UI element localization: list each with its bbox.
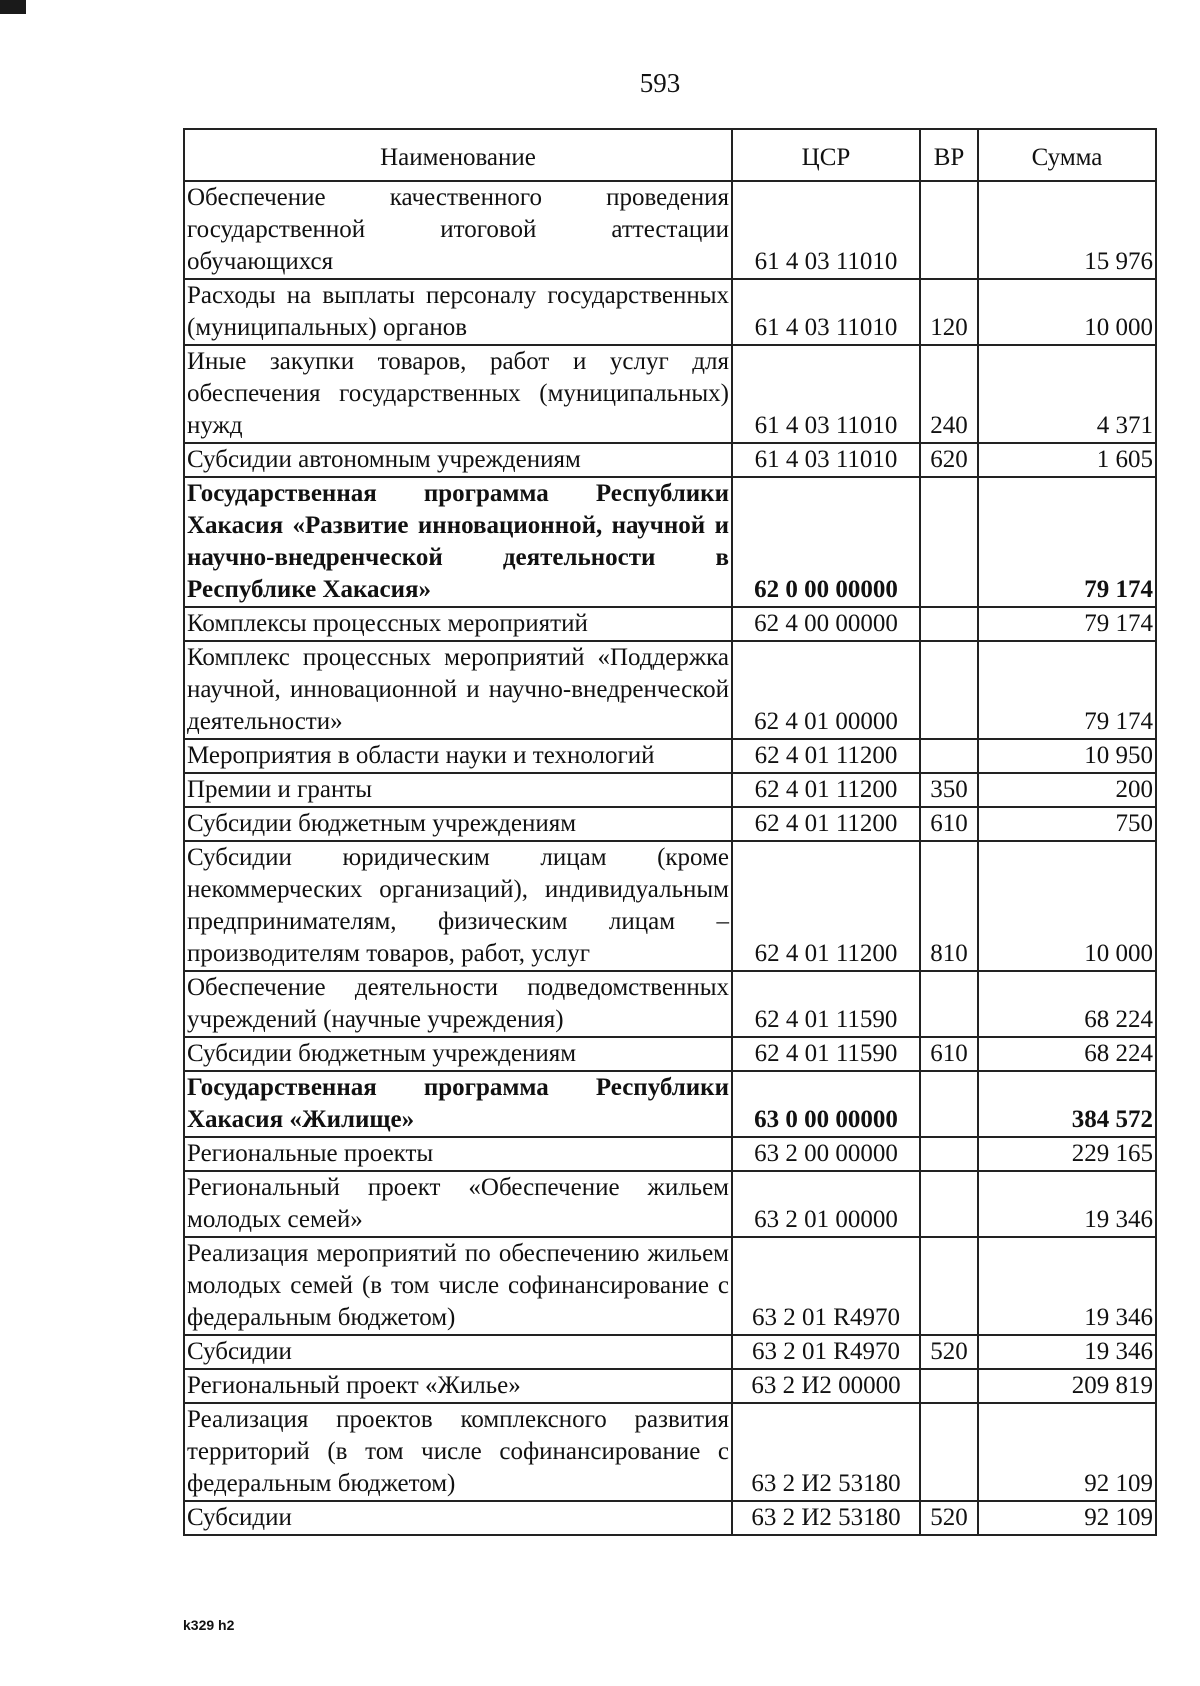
row-vr-cell <box>920 971 978 1037</box>
row-csr-cell: 62 4 01 11200 <box>732 807 920 841</box>
row-csr-cell: 62 0 00 00000 <box>732 477 920 607</box>
header-csr: ЦСР <box>732 129 920 181</box>
row-sum-cell: 19 346 <box>978 1237 1156 1335</box>
row-csr-cell: 63 2 01 R4970 <box>732 1237 920 1335</box>
row-sum-cell: 19 346 <box>978 1335 1156 1369</box>
row-csr-cell: 61 4 03 11010 <box>732 279 920 345</box>
row-name-cell: Субсидии бюджетным учреждениям <box>184 1037 732 1071</box>
row-sum-cell: 384 572 <box>978 1071 1156 1137</box>
row-csr-cell: 62 4 01 11200 <box>732 739 920 773</box>
row-csr-cell: 62 4 01 00000 <box>732 641 920 739</box>
row-sum-cell: 68 224 <box>978 1037 1156 1071</box>
table-row <box>184 971 1156 1037</box>
row-name-cell: Субсидии автономным учреждениям <box>184 443 732 477</box>
row-vr-cell: 620 <box>920 443 978 477</box>
row-name-cell: Комплексы процессных мероприятий <box>184 607 732 641</box>
row-name-cell: Реализация проектов комплексного развития территорий (в том числе софинансирование с федеральным бюджетом) <box>184 1403 732 1501</box>
row-vr-cell: 520 <box>920 1335 978 1369</box>
row-name-cell: Региональный проект «Жилье» <box>184 1369 732 1403</box>
row-vr-cell <box>920 1369 978 1403</box>
table-body <box>184 181 1156 1535</box>
table-row <box>184 477 1156 607</box>
row-vr-cell <box>920 181 978 279</box>
row-sum-cell: 79 174 <box>978 641 1156 739</box>
budget-table <box>183 128 1157 1536</box>
row-name-cell: Региональный проект «Обеспечение жильем молодых семей» <box>184 1171 732 1237</box>
row-sum-cell: 92 109 <box>978 1501 1156 1535</box>
row-vr-cell <box>920 1137 978 1171</box>
row-csr-cell: 63 2 00 00000 <box>732 1137 920 1171</box>
table-row <box>184 279 1156 345</box>
row-name-cell: Обеспечение качественного проведения государственной итоговой аттестации обучающихся <box>184 181 732 279</box>
row-vr-cell: 610 <box>920 807 978 841</box>
row-sum-cell: 19 346 <box>978 1171 1156 1237</box>
row-vr-cell: 240 <box>920 345 978 443</box>
row-csr-cell: 62 4 01 11200 <box>732 841 920 971</box>
header-sum: Сумма <box>978 129 1156 181</box>
row-vr-cell <box>920 477 978 607</box>
row-vr-cell: 120 <box>920 279 978 345</box>
row-sum-cell: 10 950 <box>978 739 1156 773</box>
row-csr-cell: 63 2 И2 00000 <box>732 1369 920 1403</box>
row-sum-cell: 10 000 <box>978 841 1156 971</box>
row-sum-cell: 10 000 <box>978 279 1156 345</box>
table-row <box>184 1171 1156 1237</box>
row-vr-cell <box>920 739 978 773</box>
row-csr-cell: 62 4 01 11200 <box>732 773 920 807</box>
row-name-cell: Расходы на выплаты персоналу государственных (муниципальных) органов <box>184 279 732 345</box>
row-name-cell: Обеспечение деятельности подведомственных учреждений (научные учреждения) <box>184 971 732 1037</box>
row-sum-cell: 68 224 <box>978 971 1156 1037</box>
row-vr-cell: 350 <box>920 773 978 807</box>
table-header-row <box>184 129 1156 181</box>
table-row <box>184 1237 1156 1335</box>
page-number: 593 <box>639 68 681 98</box>
row-name-cell: Государственная программа Республики Хакасия «Развитие инновационной, научной и научно-внедренческой деятельности в Республике Хакасия» <box>184 477 732 607</box>
row-sum-cell: 15 976 <box>978 181 1156 279</box>
table-row <box>184 1369 1156 1403</box>
row-vr-cell <box>920 1237 978 1335</box>
row-name-cell: Реализация мероприятий по обеспечению жильем молодых семей (в том числе софинансирование с федеральным бюджетом) <box>184 1237 732 1335</box>
row-csr-cell: 63 2 И2 53180 <box>732 1403 920 1501</box>
row-name-cell: Субсидии бюджетным учреждениям <box>184 807 732 841</box>
row-csr-cell: 63 2 01 00000 <box>732 1171 920 1237</box>
row-vr-cell <box>920 641 978 739</box>
footer-code: k329 h2 <box>183 1617 235 1633</box>
table-row <box>184 181 1156 279</box>
row-vr-cell: 520 <box>920 1501 978 1535</box>
row-name-cell: Субсидии <box>184 1501 732 1535</box>
table-row <box>184 1037 1156 1071</box>
row-name-cell: Комплекс процессных мероприятий «Поддержка научной, инновационной и научно-внедренческой деятельности» <box>184 641 732 739</box>
row-csr-cell: 62 4 01 11590 <box>732 971 920 1037</box>
row-name-cell: Субсидии юридическим лицам (кроме некоммерческих организаций), индивидуальным предпринимателям, физическим лицам – производителям товаров, работ, услуг <box>184 841 732 971</box>
row-vr-cell: 810 <box>920 841 978 971</box>
row-csr-cell: 63 2 01 R4970 <box>732 1335 920 1369</box>
row-vr-cell <box>920 1071 978 1137</box>
row-csr-cell: 61 4 03 11010 <box>732 443 920 477</box>
row-name-cell: Региональные проекты <box>184 1137 732 1171</box>
table-row <box>184 345 1156 443</box>
row-sum-cell: 750 <box>978 807 1156 841</box>
table-row <box>184 1335 1156 1369</box>
row-vr-cell <box>920 607 978 641</box>
row-sum-cell: 92 109 <box>978 1403 1156 1501</box>
table-row <box>184 1137 1156 1171</box>
row-sum-cell: 209 819 <box>978 1369 1156 1403</box>
table-row <box>184 841 1156 971</box>
row-csr-cell: 61 4 03 11010 <box>732 345 920 443</box>
table-row <box>184 1071 1156 1137</box>
header-vr: ВР <box>920 129 978 181</box>
row-name-cell: Мероприятия в области науки и технологий <box>184 739 732 773</box>
row-sum-cell: 200 <box>978 773 1156 807</box>
row-csr-cell: 61 4 03 11010 <box>732 181 920 279</box>
row-vr-cell: 610 <box>920 1037 978 1071</box>
row-name-cell: Иные закупки товаров, работ и услуг для обеспечения государственных (муниципальных) нужд <box>184 345 732 443</box>
row-sum-cell: 79 174 <box>978 477 1156 607</box>
table-row <box>184 1501 1156 1535</box>
table-row <box>184 773 1156 807</box>
row-name-cell: Государственная программа Республики Хакасия «Жилище» <box>184 1071 732 1137</box>
row-vr-cell <box>920 1403 978 1501</box>
row-csr-cell: 62 4 00 00000 <box>732 607 920 641</box>
row-sum-cell: 79 174 <box>978 607 1156 641</box>
header-name: Наименование <box>184 129 732 181</box>
row-sum-cell: 1 605 <box>978 443 1156 477</box>
row-csr-cell: 62 4 01 11590 <box>732 1037 920 1071</box>
row-sum-cell: 229 165 <box>978 1137 1156 1171</box>
row-name-cell: Премии и гранты <box>184 773 732 807</box>
row-vr-cell <box>920 1171 978 1237</box>
row-name-cell: Субсидии <box>184 1335 732 1369</box>
table-row <box>184 607 1156 641</box>
row-csr-cell: 63 0 00 00000 <box>732 1071 920 1137</box>
table-row <box>184 739 1156 773</box>
scan-corner-mark <box>0 0 26 14</box>
row-sum-cell: 4 371 <box>978 345 1156 443</box>
table-row <box>184 807 1156 841</box>
table-row <box>184 443 1156 477</box>
row-csr-cell: 63 2 И2 53180 <box>732 1501 920 1535</box>
table-row <box>184 641 1156 739</box>
table-row <box>184 1403 1156 1501</box>
